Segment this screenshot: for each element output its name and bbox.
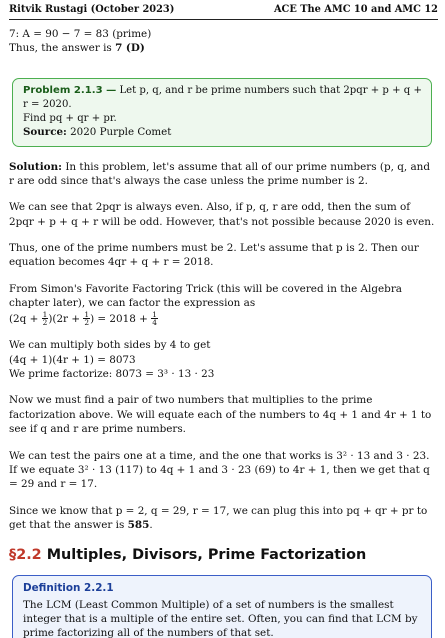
header-book-title: ACE The AMC 10 and AMC 12 [273, 4, 438, 16]
solution-paragraph-4 [9, 282, 438, 327]
product-equation: (4q + 1)(4r + 1) = 8073 [9, 353, 136, 366]
previous-answer-lead: Thus, the answer is [9, 42, 112, 55]
prime-factorization: We prime factorize: 8073 = 3³ · 13 · 23 [9, 368, 215, 381]
solution-label: Solution: [9, 160, 63, 173]
definition-box [12, 575, 432, 638]
sfft-intro: From Simon's Favorite Factoring Trick (this will be covered in the Algebra chapter later), we can factor the expression as [9, 282, 402, 310]
source-text: 2020 Purple Comet [70, 126, 172, 139]
previous-answer: 7 (D) [115, 42, 145, 55]
problem-text-1: Let p, q, and r be prime numbers such that 2pqr + p + q + r = 2020. [23, 84, 422, 110]
header-author: Ritvik Rustagi (October 2023) [9, 4, 175, 16]
previous-line-1: 7: A = 90 − 7 = 83 (prime) [9, 28, 152, 40]
final-answer: 585 [127, 518, 150, 531]
frac-num: 1 [42, 309, 48, 319]
previous-solution-end [9, 27, 438, 56]
problem-box [12, 78, 432, 147]
solution-paragraph-8 [9, 504, 438, 533]
final-text: Since we know that p = 2, q = 29, r = 17, we can plug this into pq + qr + pr to get that the answer is [9, 504, 428, 531]
sfft-equation [9, 311, 438, 327]
previous-line-2 [9, 41, 438, 55]
section-title: Multiples, Divisors, Prime Factorization [46, 547, 367, 564]
frac-num: 1 [152, 309, 157, 319]
section-heading [9, 546, 438, 566]
problem-statement [23, 84, 422, 112]
solution-paragraph-2: We can see that 2pqr is always even. Also, if p, q, r are odd, then the sum of 2pqr + p + q + r will be odd. However, that's not possible because 2020 is even. [9, 201, 435, 228]
frac-den: 2 [84, 317, 90, 327]
source-label: Source: [23, 126, 67, 139]
section-number: §2.2 [9, 547, 42, 564]
solution-paragraph-3: Thus, one of the prime numbers must be 2. Let's assume that p is 2. Then our equation becomes 4qr + q + r = 2018. [9, 242, 419, 269]
solution-paragraph-5 [9, 338, 438, 381]
eq-part-b: )(2r + [48, 312, 81, 325]
fraction-quarter [151, 311, 158, 327]
frac-den: 2 [42, 317, 48, 327]
final-period: . [149, 518, 153, 531]
frac-num: 1 [84, 309, 90, 319]
eq-part-a: (2q + [9, 312, 39, 325]
frac-den: 4 [152, 317, 157, 327]
problem-source [23, 125, 422, 139]
running-header [9, 0, 438, 20]
definition-text: The LCM (Least Common Multiple) of a set of numbers is the smallest integer that is a multiple of the entire set. Often, you can find that LCM by prime factorizing all of the numbers of that set. [23, 598, 418, 638]
multiply-line: We can multiply both sides by 4 to get [9, 339, 211, 352]
solution-text-1: In this problem, let's assume that all of our prime numbers (p, q, and r are odd since that's always the case unless the prime number is 2. [9, 160, 431, 188]
definition-label: Definition 2.2.1 [23, 582, 114, 595]
solution-paragraph-1 [9, 160, 438, 189]
solution-paragraph-6: Now we must find a pair of two numbers that multiplies to the prime factorization above. We will equate each of the numbers to 4q + 1 and 4r + 1 to see if q and r are prime numbers. [9, 394, 432, 436]
solution-paragraph-7: We can test the pairs one at a time, and the one that works is 3² · 13 and 3 · 23. If we equate 3² · 13 (117) to 4q + 1 and 3 · 23 (69) to 4r + 1, then we get that q = 29 and r = 17. [9, 449, 430, 491]
problem-label: Problem 2.1.3 — [23, 84, 117, 96]
eq-part-c: ) = 2018 + [90, 312, 148, 325]
problem-text-2: Find pq + qr + pr. [23, 112, 117, 124]
